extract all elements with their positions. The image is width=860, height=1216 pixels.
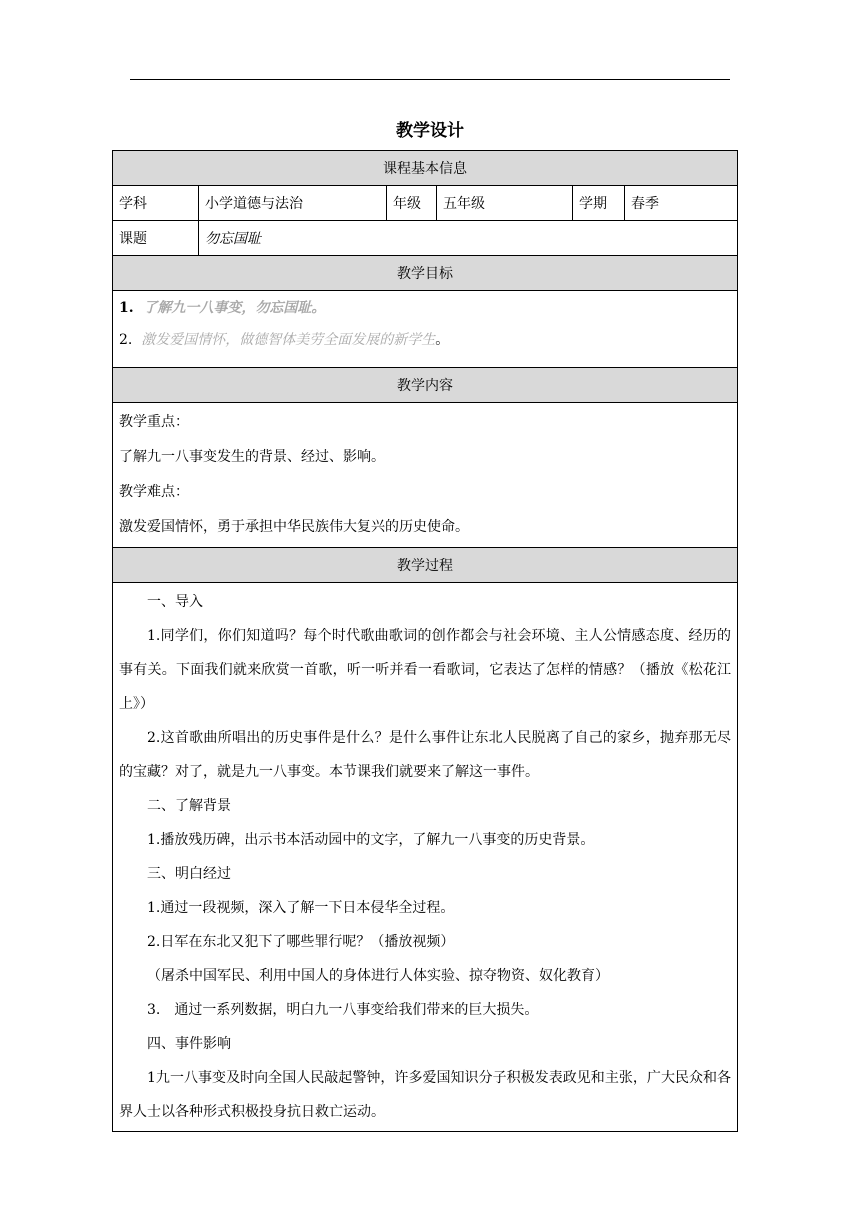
goal-item: 2. 激发爱国情怀，做德智体美劳全面发展的新学生。 (119, 332, 450, 348)
process-paragraph: 2.日军在东北又犯下了哪些罪行呢？（播放视频） (147, 934, 455, 950)
basic-info-header: 课程基本信息 (113, 151, 738, 186)
topic-value: 勿忘国耻 (199, 221, 738, 256)
term-value: 春季 (625, 186, 738, 221)
header-rule (130, 79, 730, 80)
process-heading: 三、明白经过 (147, 866, 231, 882)
process-heading: 二、了解背景 (147, 798, 231, 814)
process-paragraph: 1.播放残历碑，出示书本活动园中的文字，了解九一八事变的历史背景。 (147, 832, 595, 848)
subject-value: 小学道德与法治 (199, 186, 387, 221)
process-paragraph: 2.这首歌曲所唱出的历史事件是什么？是什么事件让东北人民脱离了自己的家乡，抛弃那无尽的宝藏？对了，就是九一八事变。本节课我们就要来了解这一事件。 (119, 730, 732, 780)
goal-item: 1. 了解九一八事变，勿忘国耻。 (119, 300, 326, 316)
process-paragraph: 1.同学们，你们知道吗？每个时代歌曲歌词的创作都会与社会环境、主人公情感态度、经历的事有关。下面我们就来欣赏一首歌，听一听并看一看歌词，它表达了怎样的情感？（播放《松花江上》） (119, 628, 732, 712)
process-paragraph: （屠杀中国军民、利用中国人的身体进行人体实验、掠夺物资、奴化教育） (147, 968, 609, 984)
process-paragraph: 1.通过一段视频，深入了解一下日本侵华全过程。 (147, 900, 455, 916)
subject-label: 学科 (113, 186, 199, 221)
goals-header: 教学目标 (113, 256, 738, 291)
difficult-point-label: 教学难点： (119, 484, 189, 500)
document-title: 教学设计 (396, 121, 464, 141)
process-paragraph: 1九一八事变及时向全国人民敲起警钟，许多爱国知识分子积极发表政见和主张，广大民众和各界人士以各种形式积极投身抗日救亡运动。 (119, 1070, 732, 1120)
key-point-label: 教学重点： (119, 414, 189, 430)
grade-label: 年级 (387, 186, 437, 221)
lesson-plan-table (112, 150, 738, 1132)
grade-value: 五年级 (437, 186, 573, 221)
process-heading: 四、事件影响 (147, 1036, 231, 1052)
term-label: 学期 (573, 186, 625, 221)
process-header: 教学过程 (113, 548, 738, 583)
process-heading: 一、导入 (147, 594, 203, 610)
difficult-point-text: 激发爱国情怀，勇于承担中华民族伟大复兴的历史使命。 (119, 519, 469, 535)
goals-list (113, 291, 738, 368)
process-body (113, 583, 738, 1132)
content-body (113, 403, 738, 548)
process-paragraph: 3. 通过一系列数据，明白九一八事变给我们带来的巨大损失。 (147, 1002, 539, 1018)
topic-label: 课题 (113, 221, 199, 256)
key-point-text: 了解九一八事变发生的背景、经过、影响。 (119, 449, 385, 465)
content-header: 教学内容 (113, 368, 738, 403)
